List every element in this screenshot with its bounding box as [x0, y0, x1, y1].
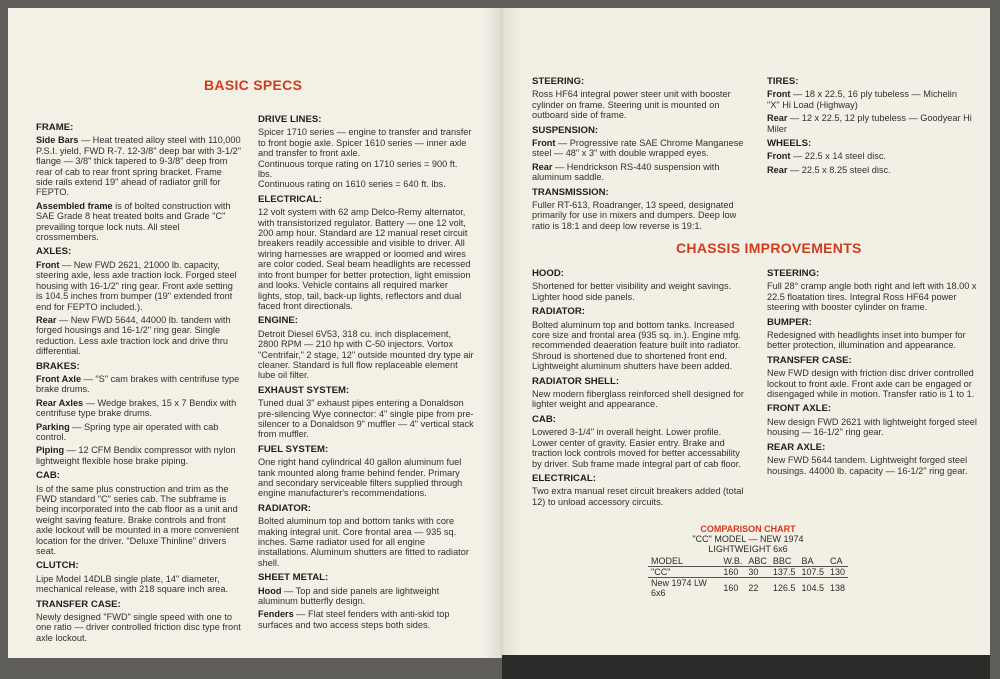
rear-axle-improvement-text: New FWD 5644 tandem. Lightweight forged steel housings. 44000 lb. capacity — 16-1/2" ring gear.	[767, 455, 968, 476]
rear-wheels-spec: Rear — 22.5 x 8.25 steel disc.	[767, 164, 891, 175]
engine-spec: Detroit Diesel 6V53, 318 cu. inch displacement, 2800 RPM — 210 hp with C-50 injectors. Vortox "Centrifair," 2 stage, 12" outside mounted dry type air cleaner. Standard is full flow replaceable element lube oil filter.	[258, 328, 474, 381]
transmission-spec: Fuller RT-613, Roadranger, 13 speed, designated primarily for use in mixers and dumpers. Deep low ratio is 18:1 and deep low reverse is 19:1.	[532, 200, 737, 231]
comparison-chart-title: COMPARISON CHART	[700, 524, 796, 534]
chassis-improvements-title: CHASSIS IMPROVEMENTS	[676, 240, 862, 256]
transmission-heading: TRANSMISSION:	[532, 186, 609, 198]
cab-improvement-heading: CAB:	[532, 413, 556, 425]
exhaust-heading: EXHAUST SYSTEM:	[258, 384, 350, 396]
transfer-case-improvement-text: New FWD design with friction disc driver controlled lockout to front axle. Front axle can be engaged or disengaged while in motion. Transfer ratio is 1 to 1.	[767, 368, 975, 400]
comparison-subtitle-2: LIGHTWEIGHT 6x6	[708, 544, 788, 554]
header-cell: ABC	[745, 556, 770, 567]
electrical-spec: 12 volt system with 62 amp Delco-Remy alternator, with transistorized regulator. Battery — one 12 volt, 200 amp hour. Standard are 12 manual reset circuit breakers readily accessible and visible to driver. All wiring harnesses are wrapped or loomed and wires are color coded. Seal beam headlights are recessed into front bumper for better protection, light emission and looks. Vehicle contains all required marker lights, stop, tail, back-up lights, reflectors and dual faced front directionals.	[258, 207, 471, 311]
clutch-heading: CLUTCH:	[36, 560, 79, 572]
fuel-heading: FUEL SYSTEM:	[258, 443, 329, 455]
left-column-1	[36, 118, 241, 646]
cab-improvement-text: Lowered 3-1/4" in overall height. Lower profile. Lower center of gravity. Easier entry. Brake and traction lock controls moved for better accessability by driver. Sub frame made integral part of cab floor.	[532, 427, 741, 469]
front-axle-improvement-heading: FRONT AXLE:	[767, 403, 832, 415]
comparison-row	[648, 567, 848, 578]
radiator-shell-text: New modern fiberglass reinforced shell designed for lighter weight and appearance.	[532, 389, 744, 410]
header-cell: MODEL	[648, 556, 720, 567]
parking-brake-spec: Parking — Spring type air operated with cab control.	[36, 421, 219, 442]
tires-heading: TIRES:	[767, 76, 799, 87]
cell: 130	[827, 567, 848, 578]
cell: 22	[748, 583, 759, 593]
brakes-heading: BRAKES:	[36, 360, 80, 372]
exhaust-spec: Tuned dual 3" exhaust pipes entering a Donaldson pre-silencing Wye connector: 4" single pipe from pre-silencer to a Donaldson 9" muffler — 4" vertical stack from muffler.	[258, 398, 474, 440]
front-wheels-spec: Front — 22.5 x 14 steel disc.	[767, 151, 886, 162]
left-column-2	[258, 110, 474, 633]
drive-lines-p2: Continuous torque rating on 1710 series = 900 ft. lbs.	[258, 158, 458, 180]
header-cell: W.B.	[720, 556, 745, 567]
steering-heading: STEERING:	[532, 76, 585, 87]
wheels-heading: WHEELS:	[767, 138, 812, 150]
hood-improvement-heading: HOOD:	[532, 268, 564, 279]
comparison-table	[648, 556, 848, 598]
fenders-spec: Fenders — Flat steel fenders with anti-skid top surfaces and two access steps both sides.	[258, 609, 450, 630]
steering-improvement-heading: STEERING:	[767, 268, 820, 279]
fuel-spec: One right hand cylindrical 40 gallon aluminum fuel tank mounted along frame behind fender. Primary and secondary serviceable filters supplied through engine manufacturer's recommendations.	[258, 457, 463, 499]
electrical-improvement-heading: ELECTRICAL:	[532, 472, 596, 484]
piping-spec: Piping — 12 CFM Bendix compressor with nylon lightweight flexible hose brake piping.	[36, 445, 236, 466]
bottom-dark-band	[502, 655, 990, 679]
drive-lines-p3: Continuous rating on 1610 series = 640 ft. lbs.	[258, 179, 446, 190]
cell: 107.5	[798, 567, 827, 578]
rear-axles-brake-spec: Rear Axles — Wedge brakes, 15 x 7 Bendix with centrifuse type brake drums.	[36, 397, 237, 419]
side-bars-spec: Side Bars — Heat treated alloy steel with 110,000 P.S.I. yield, FWD R-7. 12-3/8" deep bar with 3-1/2" flange — 3/8" thick tapered to 9-3/8" deep from rear of cab to rear front spring bracket. Frame side rails extend 19" ahead of radiator grill for FEPTO.	[36, 135, 241, 198]
front-axle-brake-spec: Front Axle — "S" cam brakes with centrifuse type brake drums.	[36, 373, 240, 395]
electrical-improvement-text: Two extra manual reset circuit breakers added (total 12) to unload accessory circuits.	[532, 486, 744, 507]
right-column-1	[532, 72, 744, 234]
front-axle-spec: Front — New FWD 2621, 21000 lb. capacity, steering axle, less axle traction lock. Forged steel housing with 16-1/2" ring gear. Front axle setting is 104.5 inches from bumper (19" extended front end for FEPTO included.).	[36, 259, 237, 312]
cell: 30	[745, 567, 770, 578]
basic-specs-title: BASIC SPECS	[204, 77, 303, 93]
steering-spec: Ross HF64 integral power steer unit with booster cylinder on frame. Steering unit is mounted on outboard side of frame.	[532, 89, 731, 121]
hood-spec: Hood — Top and side panels are lightweight aluminum butterfly design.	[258, 585, 440, 607]
rear-axle-spec: Rear — New FWD 5644, 44000 lb. tandem with forged housings and 16-1/2" ring gear. Single reduction. Less axle traction lock and drive thru differential.	[36, 314, 231, 357]
drive-lines-heading: DRIVE LINES:	[258, 114, 322, 125]
bumper-text: Redesigned with headlights inset into bumper for better protection, illumination and appearance.	[767, 330, 966, 351]
front-axle-improvement-text: New design FWD 2621 with lightweight forged steel housing — 16-1/2" ring gear.	[767, 416, 977, 438]
radiator-improvement-heading: RADIATOR:	[532, 306, 585, 318]
engine-heading: ENGINE:	[258, 315, 298, 327]
cell: 160	[723, 583, 739, 593]
clutch-spec: Lipe Model 14DLB single plate, 14" diameter, mechanical release, with 218 square inch area.	[36, 573, 229, 595]
front-tires-spec: Front — 18 x 22.5, 16 ply tubeless — Michelin "X" Hi Load (Highway)	[767, 89, 957, 110]
steering-improvement-text: Full 28° cramp angle both right and left with 18.00 x 22.5 floatation tires. Integral Ross HF64 power steering with booster cylinder on frame.	[767, 281, 977, 313]
axles-heading: AXLES:	[36, 246, 72, 258]
radiator-shell-heading: RADIATOR SHELL:	[532, 375, 620, 387]
cab-heading: CAB:	[36, 470, 60, 482]
cell: New 1974 LW 6x6	[651, 578, 707, 598]
rear-tires-spec: Rear — 12 x 22.5, 12 ply tubeless — Goodyear Hi Miler	[767, 113, 972, 134]
cell: 160	[720, 567, 745, 578]
hood-improvement-text: Shortened for better visibility and weight savings. Lighter hood side panels.	[532, 281, 732, 302]
frame-heading: FRAME:	[36, 122, 74, 133]
radiator-heading: RADIATOR:	[258, 502, 311, 514]
drive-lines-p1: Spicer 1710 series — engine to transfer and transfer to front bogie axle. Spicer 1610 series — inner axle and transfer to front axle.	[258, 127, 472, 159]
assembled-frame-spec: Assembled frame is of bolted construction with SAE Grade 8 heat treated bolts and Grade "C" prevailing torque lock nuts. All steel crossmembers.	[36, 200, 231, 243]
comparison-chart	[648, 524, 848, 598]
cell: 137.5	[770, 567, 799, 578]
comparison-header-row	[648, 556, 848, 567]
cab-spec: Is of the same plus construction and trim as the FWD standard "C" series cab. The subframe is being incorporated into the cab floor as a unit and weight saving feature. Brake controls and front axle lockout will be mounted in a more convenient location for the driver. "Deluxe Thinline" drivers seat.	[36, 483, 239, 557]
transfer-case-improvement-heading: TRANSFER CASE:	[767, 354, 852, 366]
transfer-case-spec: Newly designed "FWD" single speed with one to one ratio — driver controlled friction disc type front axle lockout.	[36, 612, 241, 643]
bumper-heading: BUMPER:	[767, 316, 812, 328]
rear-suspension-spec: Rear — Hendrickson RS-440 suspension with aluminum saddle.	[532, 161, 720, 183]
cell: "CC"	[648, 567, 720, 578]
header-cell: CA	[827, 556, 848, 567]
cell: 104.5	[801, 583, 824, 593]
front-suspension-spec: Front — Progressive rate SAE Chrome Manganese steel — 48" x 3" with double wrapped eyes.	[532, 138, 744, 159]
radiator-spec: Bolted aluminum top and bottom tanks with core making integral unit. Core frontal area — 935 sq. inches. Same radiator used for all engine installations. Aluminum shutters are fitted to radiator shell.	[258, 516, 469, 568]
right-column-3	[532, 264, 744, 510]
radiator-improvement-text: Bolted aluminum top and bottom tanks. Increased core size and frontal area (935 sq. in.). Engine mfg. recommended deaeration feature built into radiator. Shroud is shortened due to shortened front end. Lightweight aluminum shutters have been added.	[532, 319, 741, 372]
header-cell: BA	[798, 556, 827, 567]
right-column-4	[767, 264, 977, 479]
rear-axle-improvement-heading: REAR AXLE:	[767, 441, 826, 453]
cell: 126.5	[772, 583, 796, 593]
transfer-case-heading: TRANSFER CASE:	[36, 598, 121, 610]
right-column-2	[767, 72, 972, 178]
sheet-metal-heading: SHEET METAL:	[258, 572, 329, 584]
cell: 138	[829, 583, 845, 593]
comparison-subtitle-1: "CC" MODEL — NEW 1974	[692, 534, 804, 544]
suspension-heading: SUSPENSION:	[532, 124, 599, 136]
comparison-row	[648, 578, 848, 599]
electrical-heading: ELECTRICAL:	[258, 193, 322, 205]
header-cell: BBC	[770, 556, 799, 567]
